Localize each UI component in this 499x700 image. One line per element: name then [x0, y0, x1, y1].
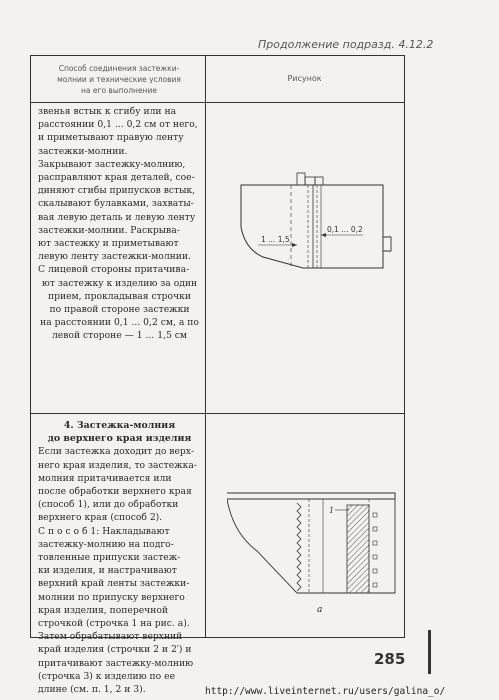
text-line: застежки-молнии. Раскрыва- [38, 224, 180, 236]
header-line: на его выполнение [81, 86, 157, 95]
section-heading: 4. Застежка-молния [63, 420, 176, 431]
page-number: 285 [374, 650, 406, 668]
text-line: него края изделия, то застежка- [38, 459, 197, 471]
figure-caption-a: а [317, 605, 323, 615]
text-line: диняют сгибы припусков встык, [38, 185, 196, 197]
section-heading: до верхнего края изделия [47, 433, 192, 445]
text-line: молния притачивается или [38, 472, 172, 484]
text-line: С п о с о б 1: Накладывают [38, 525, 170, 537]
text-line: расстоянии 0,1 ... 0,2 см от него, [38, 119, 198, 131]
figure-zipper-seam [213, 157, 403, 307]
text-line: (способ 1), или до обработки [38, 499, 179, 511]
text-line: левую ленту застежки-молнии. [38, 251, 191, 263]
text-line: левой стороне — 1 ... 1,5 см [51, 330, 188, 342]
header-column-figure: Рисунок [287, 74, 322, 83]
text-line: края изделия, поперечной [38, 604, 169, 616]
row1-text [38, 105, 201, 343]
figure-label-1: 1 [329, 506, 335, 515]
text-line: и приметывают правую ленту [38, 132, 184, 144]
text-line: расправляют края деталей, сое- [38, 172, 195, 184]
text-line: строчкой (строчка 1 на рис. а). [38, 618, 190, 630]
watermark-url: http://www.liveinternet.ru/users/galina_o/ [205, 686, 446, 697]
text-line: верхний край ленты застежки- [38, 578, 190, 590]
text-line: прием, прокладывая строчки [47, 290, 192, 302]
dim-left: 1 ... 1,5 [261, 235, 290, 244]
text-line: край изделия (строчки 2 и 2′) и [38, 644, 192, 656]
running-head: Продолжение подразд. 4.12.2 [258, 38, 434, 51]
dim-right: 0,1 ... 0,2 [327, 225, 363, 234]
text-line: по правой стороне застежки [49, 304, 190, 316]
table-row [31, 102, 404, 414]
text-line: ют застежку к изделию за один [41, 277, 198, 289]
text-line: Затем обрабатывают верхний [38, 631, 183, 643]
text-line: застежку-молнию на подго- [38, 538, 174, 550]
row2-text [38, 419, 201, 696]
text-line: С лицевой стороны притачива- [38, 264, 190, 276]
text-line: длине (см. п. 1, 2 и 3). [38, 684, 146, 696]
text-line: вая левую деталь и левую ленту [38, 211, 196, 223]
text-line: Закрывают застежку-молнию, [38, 158, 186, 170]
text-line: Если застежка доходит до верх- [38, 446, 195, 458]
text-line: товленные припуски застеж- [38, 552, 181, 564]
text-line: молнии по припуску верхнего [38, 591, 185, 603]
text-line: верхнего края (способ 2). [38, 512, 163, 524]
text-line: ки изделия, и настрачивают [38, 565, 177, 577]
text-line: застежки-молнии. [38, 145, 128, 157]
header-line: Способ соединения застежки- [58, 64, 180, 73]
text-line: (строчка 3) к изделию по ее [38, 670, 176, 682]
figure-zipper-top-edge [227, 483, 403, 603]
table-header [31, 56, 404, 103]
header-line: молнии и технические условия [57, 75, 181, 84]
text-line: ют застежку и приметывают [38, 238, 179, 250]
text-line: на расстоянии 0,1 ... 0,2 см, а по [40, 317, 199, 329]
text-line: скалывают булавками, захваты- [38, 198, 194, 210]
page-edge-bar [428, 630, 431, 674]
text-line: притачивают застежку-молнию [38, 657, 194, 669]
text-line: звенья встык к сгибу или на [38, 106, 177, 117]
header-column-method [35, 63, 203, 96]
text-line: после обработки верхнего края [38, 486, 192, 498]
